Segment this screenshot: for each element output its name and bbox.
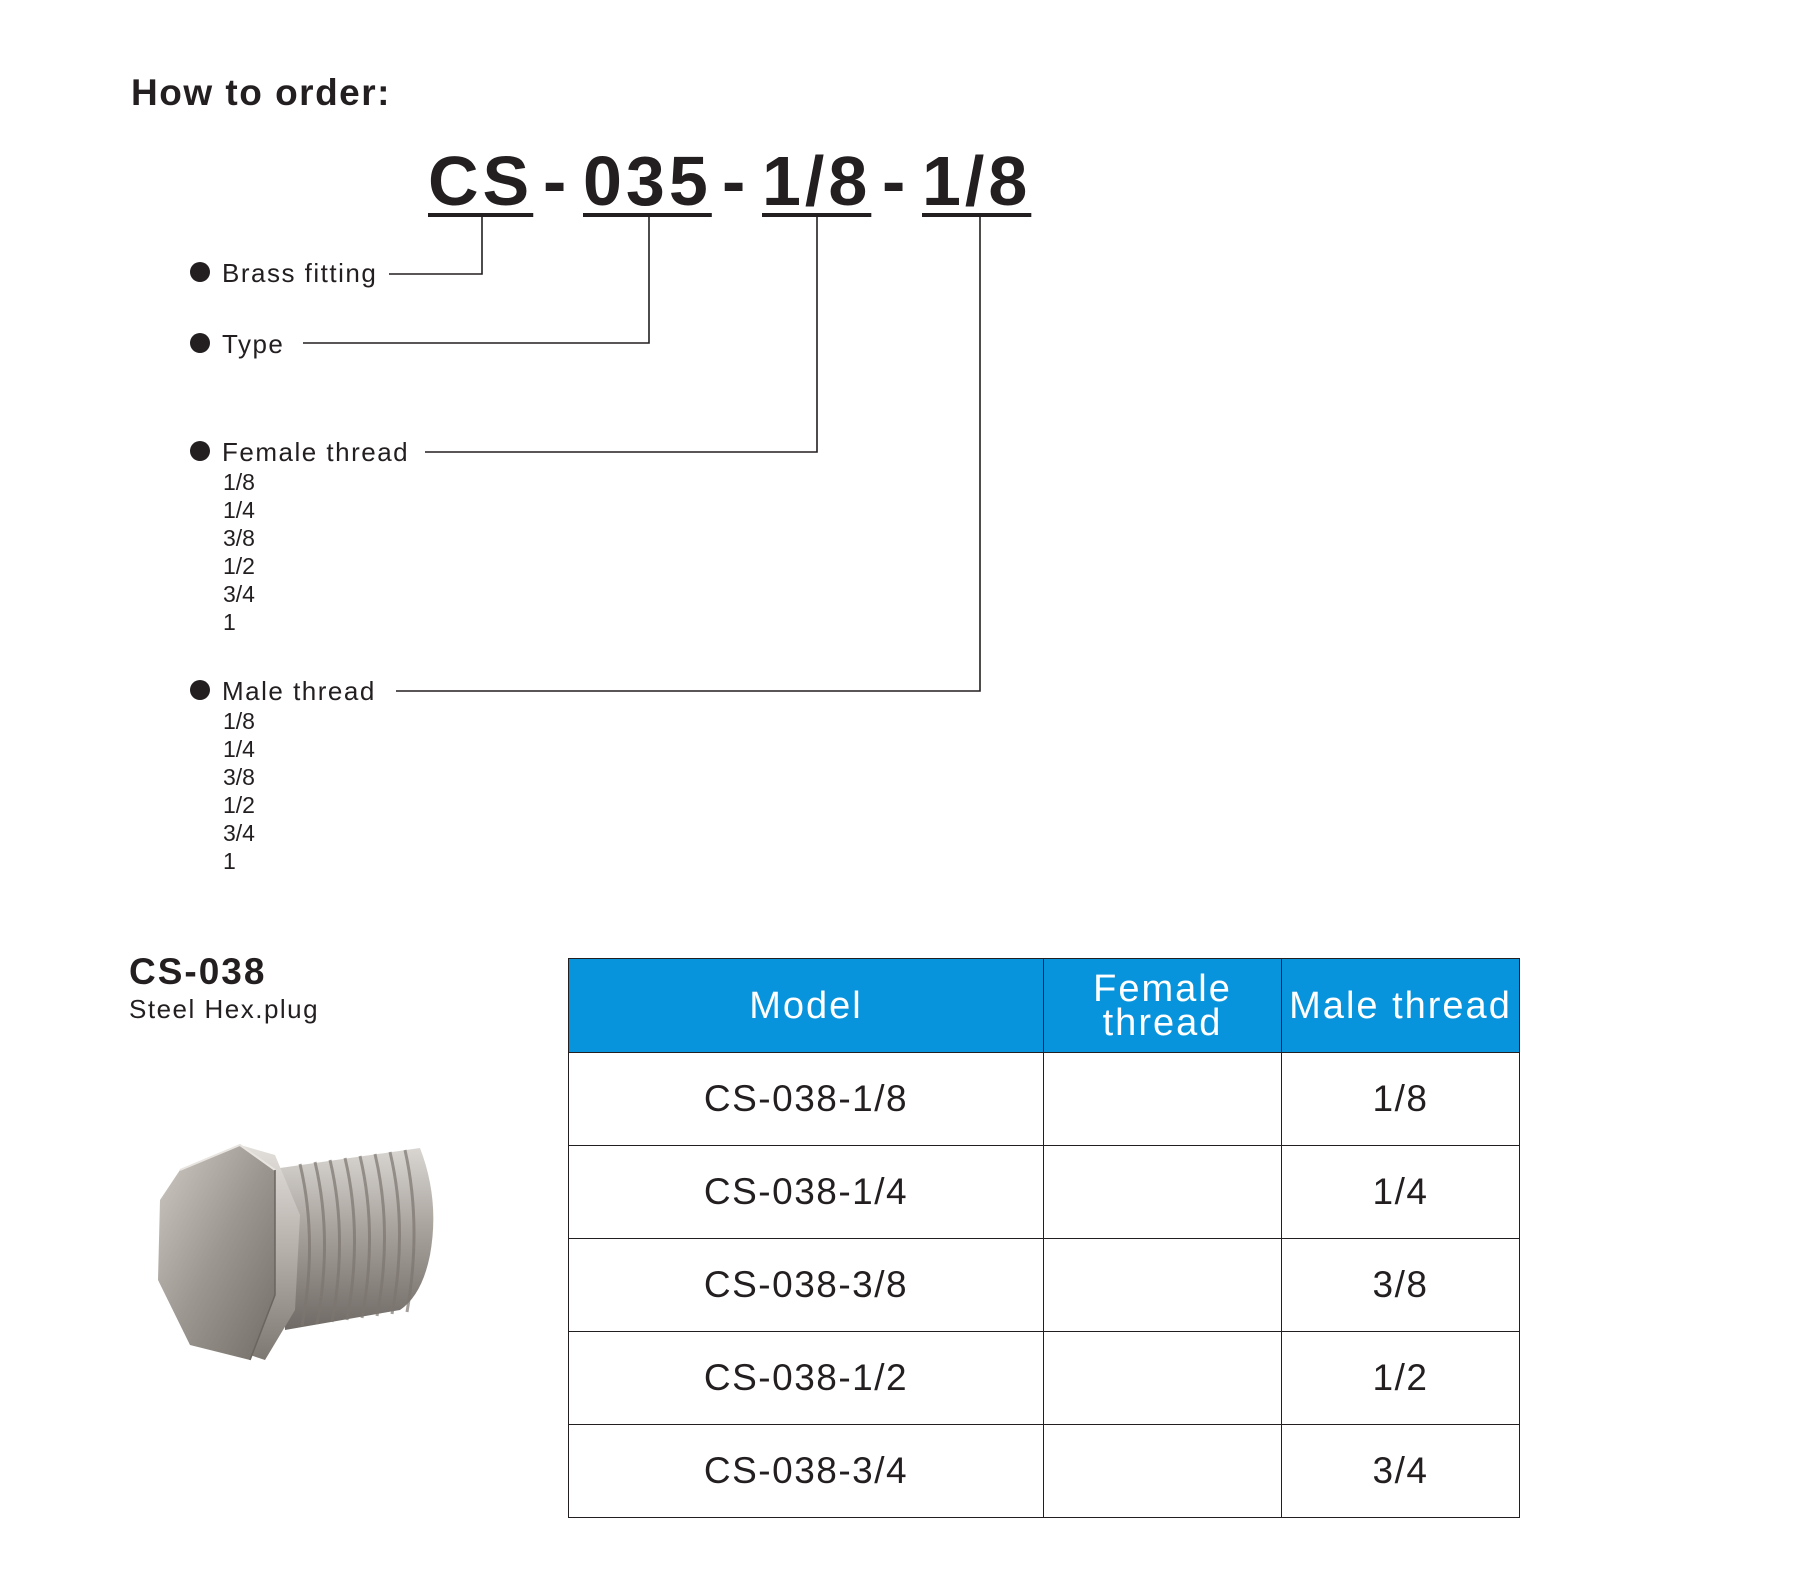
order-code-male-thread: 1/8: [922, 142, 1032, 220]
cell-male-thread: 1/8: [1282, 1053, 1520, 1146]
filled-circle-icon: [190, 262, 210, 282]
cell-female-thread: [1044, 1425, 1282, 1518]
code-separator: -: [722, 142, 746, 220]
legend-type-label: Type: [222, 329, 285, 359]
cell-model: CS-038-1/2: [569, 1332, 1044, 1425]
spec-table: [568, 958, 1520, 1518]
code-separator: -: [882, 142, 906, 220]
male-thread-options: 1/8 1/4 3/8 1/2 3/4 1: [223, 708, 255, 874]
table-row: [569, 1239, 1520, 1332]
legend-female-label: Female thread: [222, 437, 410, 467]
hex-plug-image: [150, 1130, 460, 1380]
code-separator: -: [543, 142, 567, 220]
filled-circle-icon: [190, 441, 210, 461]
order-code-brand: CS: [428, 142, 534, 220]
cell-male-thread: 3/4: [1282, 1425, 1520, 1518]
model-description: Steel Hex.plug: [129, 994, 320, 1024]
cell-female-thread: [1044, 1239, 1282, 1332]
order-code-type: 035: [583, 142, 712, 220]
cell-model: CS-038-3/4: [569, 1425, 1044, 1518]
cell-male-thread: 3/8: [1282, 1239, 1520, 1332]
legend-brand-label: Brass fitting: [222, 258, 378, 288]
cell-female-thread: [1044, 1053, 1282, 1146]
cell-male-thread: 1/2: [1282, 1332, 1520, 1425]
filled-circle-icon: [190, 333, 210, 353]
table-header-row: [569, 959, 1520, 1053]
header-model: Model: [569, 959, 1044, 1053]
header-female-thread: Female thread: [1044, 959, 1282, 1053]
connector-female: [425, 214, 817, 452]
table-row: [569, 1146, 1520, 1239]
legend-male-label: Male thread: [222, 676, 376, 706]
connector-brand: [389, 214, 482, 274]
order-code-female-thread: 1/8: [762, 142, 872, 220]
cell-female-thread: [1044, 1146, 1282, 1239]
table-row: [569, 1425, 1520, 1518]
cell-female-thread: [1044, 1332, 1282, 1425]
table-row: [569, 1053, 1520, 1146]
table-row: [569, 1332, 1520, 1425]
page-title: How to order:: [131, 72, 391, 113]
cell-model: CS-038-1/8: [569, 1053, 1044, 1146]
header-male-thread: Male thread: [1282, 959, 1520, 1053]
model-code: CS-038: [129, 951, 267, 992]
filled-circle-icon: [190, 680, 210, 700]
cell-model: CS-038-1/4: [569, 1146, 1044, 1239]
cell-male-thread: 1/4: [1282, 1146, 1520, 1239]
cell-model: CS-038-3/8: [569, 1239, 1044, 1332]
female-thread-options: 1/8 1/4 3/8 1/2 3/4 1: [223, 469, 255, 635]
